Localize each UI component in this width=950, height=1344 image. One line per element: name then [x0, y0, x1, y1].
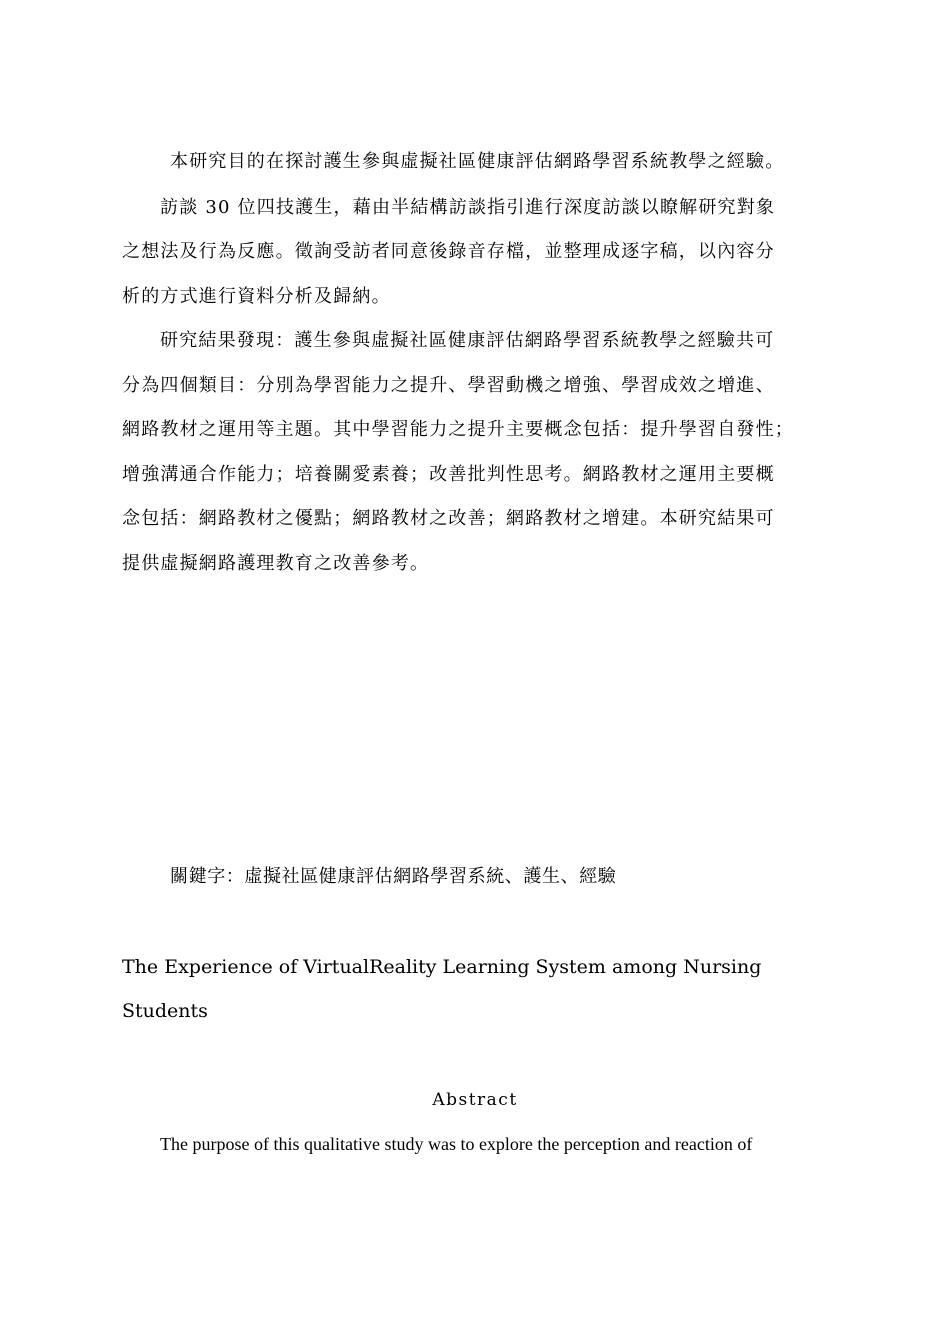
- zh-line-6: 分為四個類目：分別為學習能力之提升、學習動機之增強、學習成效之增進、: [122, 375, 775, 396]
- zh-line-3: 之想法及行為反應。徵詢受訪者同意後錄音存檔，並整理成逐字稿，以內容分: [122, 241, 775, 262]
- english-title-line-1: The Experience of VirtualReality Learning System among Nursing: [122, 956, 762, 978]
- zh-line-8: 增強溝通合作能力；培養關愛素養；改善批判性思考。網路教材之運用主要概: [122, 464, 775, 485]
- keywords: 關鍵字：虛擬社區健康評估網路學習系統、護生、經驗: [170, 866, 617, 887]
- zh-line-2: 訪談 30 位四技護生，藉由半結構訪談指引進行深度訪談以瞭解研究對象: [160, 197, 776, 218]
- english-title-line-2: Students: [122, 1000, 208, 1022]
- english-abstract-line-1: The purpose of this qualitative study was to explore the perception and reaction of: [160, 1134, 753, 1154]
- zh-line-10: 提供虛擬網路護理教育之改善參考。: [122, 553, 430, 574]
- abstract-heading: Abstract: [432, 1090, 518, 1110]
- zh-line-5: 研究結果發現：護生參與虛擬社區健康評估網路學習系統教學之經驗共可: [160, 330, 775, 351]
- zh-line-4: 析的方式進行資料分析及歸納。: [122, 286, 391, 307]
- zh-line-9: 念包括：網路教材之優點；網路教材之改善；網路教材之增建。本研究結果可: [122, 508, 775, 529]
- zh-line-7: 網路教材之運用等主題。其中學習能力之提升主要概念包括：提升學習自發性；: [122, 419, 794, 440]
- zh-line-1: 本研究目的在探討護生參與虛擬社區健康評估網路學習系統教學之經驗。: [170, 151, 785, 172]
